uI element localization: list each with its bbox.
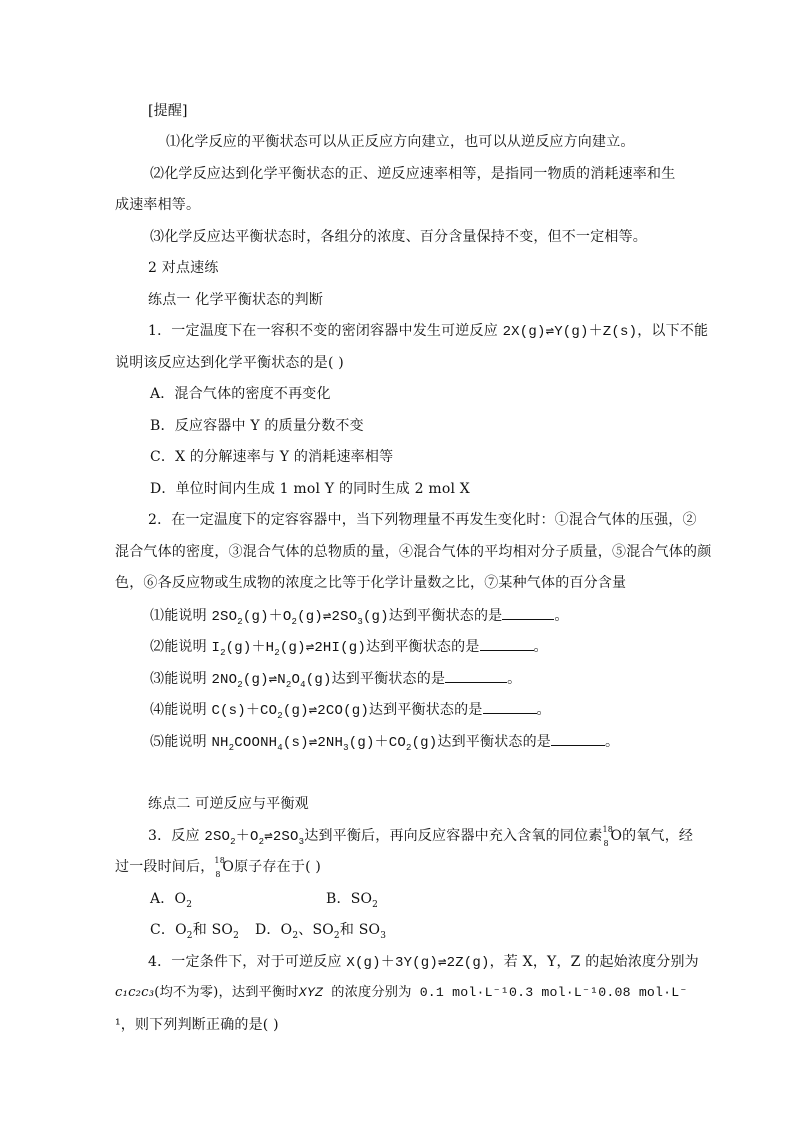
q2-sub-1-answer-blank[interactable] <box>502 605 554 620</box>
q3-option-b: B．$SO_2$ <box>326 891 379 910</box>
q3-isotope-label <box>602 825 614 848</box>
reminder-point-2-line-1: ⑵化学反应达到化学平衡状态的正、逆反应速率相等，是指同一物质的消耗速率和生 <box>150 166 676 182</box>
q2-sub-2-equation: $I_2(g)+H_2(g)\rightleftharpoons 2HI(g)$ <box>211 640 366 658</box>
section-heading: 2 对点速练 <box>148 260 219 276</box>
q4-stem-mid: (均不为零)，达到平衡时 <box>154 985 299 1000</box>
q4-stem-pre: 4．一定条件下，对于可逆反应 <box>148 954 347 970</box>
q3-option-b-text: B．SO <box>326 891 373 907</box>
q4-initial-concentrations: c₁c₂c₃ <box>115 985 155 1000</box>
reminder-point-2-line-2: 成速率相等。 <box>115 197 201 213</box>
isotope-mass: 18 <box>602 825 614 834</box>
period: 。 <box>533 639 548 655</box>
q2-sub-1-pre: ⑴能说明 <box>150 608 212 624</box>
question-4-stem-line-1 <box>148 952 699 973</box>
isotope-number: 8 <box>215 870 221 879</box>
question-3-stem-line-1 <box>148 826 693 847</box>
q1-stem-post: ，以下不能 <box>637 323 709 339</box>
q1-option-d: D．单位时间内生成 1 mol Y 的同时生成 2 mol X <box>150 481 470 497</box>
q2-sub-5-answer-blank[interactable] <box>551 731 605 746</box>
reminder-title: [提醒] <box>148 103 188 119</box>
q3-option-d-mid: 、SO <box>298 922 334 938</box>
period: 。 <box>507 671 522 687</box>
q2-sub-2-pre: ⑵能说明 <box>150 639 212 655</box>
question-2-stem-line-1: 2．在一定温度下的定容容器中，当下列物理量不再发生变化时：①混合气体的压强，② <box>148 512 697 528</box>
q1-option-a: A．混合气体的密度不再变化 <box>150 386 331 402</box>
q1-equation: 2X(g)⇌Y(g)＋Z(s) <box>502 324 638 340</box>
q1-stem-pre: 1．一定温度下在一容积不变的密闭容器中发生可逆反应 <box>148 323 503 339</box>
q4-stem-post: ，若 X，Y，Z 的起始浓度分别为 <box>489 954 699 970</box>
q2-sub-5 <box>150 731 619 753</box>
q4-stem-b-post: 的浓度分别为 0.1 mol·L⁻¹0.3 mol·L⁻¹0.08 mol·L⁻ <box>323 985 688 1000</box>
question-2-stem-line-3: 色，⑥各反应物或生成物的浓度之比等于化学计量数之比，⑦某种气体的百分含量 <box>115 575 627 591</box>
q2-sub-5-equation: $NH_2COONH_4(s)\rightleftharpoons 2NH_3(g)+CO_2(g)$ <box>211 735 438 753</box>
question-1-stem-line-2: 说明该反应达到化学平衡状态的是( ) <box>115 355 344 371</box>
q2-sub-4-equation: $C(s)+CO_2(g)\rightleftharpoons 2CO(g)$ <box>211 703 369 721</box>
q2-sub-5-post: 达到平衡状态的是 <box>437 734 551 750</box>
q2-sub-3 <box>150 668 521 690</box>
q2-sub-3-pre: ⑶能说明 <box>150 671 212 687</box>
q2-sub-3-answer-blank[interactable] <box>445 668 507 683</box>
reminder-point-3: ⑶化学反应达平衡状态时，各组分的浓度、百分含量保持不变，但不一定相等。 <box>150 229 647 245</box>
isotope-number: 8 <box>603 839 609 848</box>
q2-sub-2 <box>150 636 548 658</box>
q2-sub-4-answer-blank[interactable] <box>483 699 537 714</box>
q1-option-b: B．反应容器中 Y 的质量分数不变 <box>150 418 364 434</box>
q3-stem-pre: 3．反应 <box>148 828 205 844</box>
q3-option-a: A．$O_2$ <box>150 891 193 910</box>
question-4-stem-line-2 <box>115 983 688 1003</box>
q4-species: XYZ <box>298 985 324 1000</box>
question-2-stem-line-2: 混合气体的密度，③混合气体的总物质的量，④混合气体的平均相对分子质量，⑤混合气体的颜 <box>115 544 712 560</box>
q3-option-c: C．$O_2$和 $SO_2$ <box>150 922 239 941</box>
question-1-stem-line-1 <box>148 321 708 342</box>
question-3-stem-line-2 <box>115 857 321 877</box>
practice-1-title: 练点一 化学平衡状态的判断 <box>148 292 324 308</box>
q3-stem-post: 达到平衡后，再向反应容器中充入含氧的同位素 <box>304 828 603 844</box>
q2-sub-3-equation: $2NO_2(g)\rightleftharpoons N_2O_4(g)$ <box>211 672 332 690</box>
q3-option-c-text: C．O <box>150 922 187 938</box>
isotope-mass: 18 <box>214 856 225 865</box>
reminder-point-1: ⑴化学反应的平衡状态可以从正反应方向建立，也可以从逆反应方向建立。 <box>166 134 635 150</box>
q3-stem-tail: O的氧气，经 <box>610 828 694 844</box>
q3-equation: $2SO_2+O_2\rightleftharpoons 2SO_3$ <box>204 829 305 847</box>
q4-equation: X(g)＋3Y(g)⇌2Z(g) <box>346 955 490 971</box>
period: 。 <box>536 702 551 718</box>
q2-sub-1-post: 达到平衡状态的是 <box>388 608 503 624</box>
q3-option-a-text: A．O <box>150 891 187 907</box>
q3-option-c-and: 和 SO <box>192 922 234 938</box>
practice-2-title: 练点二 可逆反应与平衡观 <box>148 796 309 812</box>
q2-sub-3-post: 达到平衡状态的是 <box>331 671 446 687</box>
q2-sub-1-equation: $2SO_2(g)+O_2(g)\rightleftharpoons 2SO_3(g)$ <box>211 609 389 627</box>
question-4-stem-line-3: ¹，则下列判断正确的是( ) <box>115 1017 279 1033</box>
q3-stem-b-post: O原子存在于( ) <box>222 859 322 875</box>
q2-sub-4 <box>150 699 551 721</box>
q2-sub-2-answer-blank[interactable] <box>480 636 534 651</box>
q3-isotope-label-2 <box>214 856 225 879</box>
q2-sub-4-post: 达到平衡状态的是 <box>368 702 483 718</box>
q2-sub-4-pre: ⑷能说明 <box>150 702 212 718</box>
q1-option-c: C．X 的分解速率与 Y 的消耗速率相等 <box>150 449 394 465</box>
q2-sub-2-post: 达到平衡状态的是 <box>365 639 480 655</box>
q3-stem-b-pre: 过一段时间后， <box>115 859 215 875</box>
period: 。 <box>605 734 620 750</box>
q2-sub-1 <box>150 605 569 627</box>
q2-sub-5-pre: ⑸能说明 <box>150 734 212 750</box>
period: 。 <box>554 608 569 624</box>
q3-option-d-text: D．O <box>255 922 293 938</box>
q3-option-d-and: 和 SO <box>339 922 381 938</box>
q3-option-d: D．$O_2$、$SO_2$和 $SO_3$ <box>255 922 387 941</box>
